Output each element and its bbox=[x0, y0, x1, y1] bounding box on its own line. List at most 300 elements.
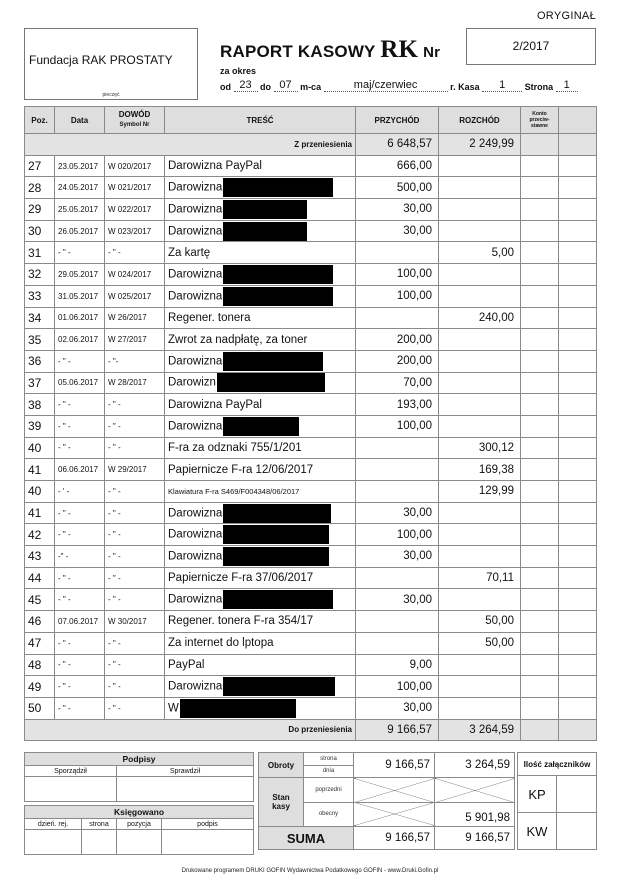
row-document: - " - bbox=[105, 654, 165, 676]
posted-position-label: pozycja bbox=[117, 819, 162, 830]
month-label: m-ca bbox=[300, 82, 322, 92]
checked-by-field[interactable] bbox=[117, 777, 254, 802]
turnover-page-label: strona bbox=[304, 753, 354, 766]
row-konto bbox=[521, 264, 559, 286]
row-przychod: 100,00 bbox=[356, 415, 439, 437]
row-przychod: 30,00 bbox=[356, 546, 439, 568]
period-row bbox=[220, 80, 596, 94]
row-description bbox=[165, 676, 356, 698]
row-poz: 47 bbox=[25, 632, 55, 654]
row-description-text: Zwrot za nadpłatę, za toner bbox=[168, 333, 308, 346]
table-row bbox=[25, 567, 597, 589]
table-row bbox=[25, 524, 597, 546]
row-description-text: Za internet do lptopa bbox=[168, 637, 274, 650]
checked-by-label: Sprawdził bbox=[117, 766, 254, 777]
row-poz: 30 bbox=[25, 220, 55, 242]
carry-out-extra bbox=[559, 719, 597, 741]
row-extra bbox=[559, 242, 597, 264]
row-przychod: 666,00 bbox=[356, 155, 439, 177]
row-przychod: 30,00 bbox=[356, 697, 439, 719]
row-konto bbox=[521, 155, 559, 177]
row-description bbox=[165, 481, 356, 503]
previous-rozchod-crossed bbox=[435, 778, 515, 803]
row-description-text: Darowizna bbox=[168, 290, 223, 303]
row-description bbox=[165, 177, 356, 199]
strona-label: Strona bbox=[524, 82, 554, 92]
turnover-przychod: 9 166,57 bbox=[354, 753, 435, 778]
row-poz: 50 bbox=[25, 697, 55, 719]
table-row bbox=[25, 611, 597, 633]
row-date: - " - bbox=[55, 697, 105, 719]
row-konto bbox=[521, 459, 559, 481]
prepared-by-field[interactable] bbox=[25, 777, 117, 802]
row-konto bbox=[521, 394, 559, 416]
row-poz: 42 bbox=[25, 524, 55, 546]
row-rozchod: 50,00 bbox=[439, 632, 521, 654]
col-rozchod: ROZCHÓD bbox=[439, 107, 521, 134]
row-przychod: 30,00 bbox=[356, 220, 439, 242]
row-document: W 023/2017 bbox=[105, 220, 165, 242]
table-row bbox=[25, 264, 597, 286]
redaction-bar bbox=[223, 200, 307, 219]
row-przychod: 30,00 bbox=[356, 199, 439, 221]
row-extra bbox=[559, 567, 597, 589]
row-date: - " - bbox=[55, 567, 105, 589]
row-przychod bbox=[356, 481, 439, 503]
row-poz: 31 bbox=[25, 242, 55, 264]
col-extra bbox=[559, 107, 597, 134]
row-konto bbox=[521, 437, 559, 459]
strona-value: 1 bbox=[556, 80, 578, 92]
row-rozchod bbox=[439, 654, 521, 676]
row-extra bbox=[559, 481, 597, 503]
carry-in-extra bbox=[559, 134, 597, 156]
row-konto bbox=[521, 632, 559, 654]
table-row bbox=[25, 415, 597, 437]
posted-page-label: strona bbox=[82, 819, 117, 830]
posted-signature-field[interactable] bbox=[162, 830, 254, 855]
row-przychod bbox=[356, 437, 439, 459]
row-document: W 30/2017 bbox=[105, 611, 165, 633]
row-rozchod bbox=[439, 697, 521, 719]
row-date: 05.06.2017 bbox=[55, 372, 105, 394]
row-konto bbox=[521, 350, 559, 372]
row-konto bbox=[521, 372, 559, 394]
row-przychod: 30,00 bbox=[356, 502, 439, 524]
row-przychod bbox=[356, 242, 439, 264]
table-row bbox=[25, 546, 597, 568]
row-description bbox=[165, 199, 356, 221]
turnover-rozchod: 3 264,59 bbox=[435, 753, 515, 778]
row-konto bbox=[521, 567, 559, 589]
row-description bbox=[165, 372, 356, 394]
row-date: 23.05.2017 bbox=[55, 155, 105, 177]
row-description bbox=[165, 546, 356, 568]
row-document: - " - bbox=[105, 546, 165, 568]
row-rozchod bbox=[439, 394, 521, 416]
row-poz: 28 bbox=[25, 177, 55, 199]
row-description-text: Darowizna bbox=[168, 355, 223, 368]
row-document: W 022/2017 bbox=[105, 199, 165, 221]
redaction-bar bbox=[223, 352, 323, 371]
col-konto bbox=[521, 107, 559, 134]
row-description bbox=[165, 502, 356, 524]
row-document: - " - bbox=[105, 502, 165, 524]
col-dowod-sub: Symbol Nr bbox=[119, 122, 150, 128]
row-konto bbox=[521, 242, 559, 264]
row-description-text: Darowizna bbox=[168, 420, 223, 433]
table-row bbox=[25, 307, 597, 329]
row-extra bbox=[559, 199, 597, 221]
row-date: - " - bbox=[55, 502, 105, 524]
row-poz: 40 bbox=[25, 481, 55, 503]
original-label: ORYGINAŁ bbox=[536, 10, 596, 22]
row-rozchod: 50,00 bbox=[439, 611, 521, 633]
row-extra bbox=[559, 155, 597, 177]
row-document: - "- bbox=[105, 350, 165, 372]
row-description-text: Darowizna bbox=[168, 593, 223, 606]
row-przychod bbox=[356, 307, 439, 329]
summary-table bbox=[258, 752, 515, 850]
row-rozchod bbox=[439, 502, 521, 524]
sum-przychod: 9 166,57 bbox=[354, 827, 435, 850]
carry-out-konto bbox=[521, 719, 559, 741]
carry-in-row bbox=[25, 134, 597, 156]
row-przychod: 9,00 bbox=[356, 654, 439, 676]
table-row bbox=[25, 350, 597, 372]
row-description bbox=[165, 632, 356, 654]
row-date: 31.05.2017 bbox=[55, 285, 105, 307]
prepared-by-label: Sporządził bbox=[25, 766, 117, 777]
kw-count[interactable] bbox=[557, 813, 597, 850]
row-extra bbox=[559, 437, 597, 459]
od-label: od bbox=[220, 82, 231, 92]
row-description-text: Darowizna bbox=[168, 528, 223, 541]
row-przychod bbox=[356, 632, 439, 654]
row-description bbox=[165, 307, 356, 329]
row-poz: 40 bbox=[25, 437, 55, 459]
row-date: 07.06.2017 bbox=[55, 611, 105, 633]
row-rozchod bbox=[439, 155, 521, 177]
row-description-text: F-ra za odznaki 755/1/201 bbox=[168, 441, 302, 454]
table-row bbox=[25, 437, 597, 459]
row-rozchod bbox=[439, 524, 521, 546]
row-description-text: Papiernicze F-ra 37/06/2017 bbox=[168, 572, 314, 585]
row-poz: 41 bbox=[25, 459, 55, 481]
row-extra bbox=[559, 589, 597, 611]
row-date: -" - bbox=[55, 546, 105, 568]
kp-count[interactable] bbox=[557, 776, 597, 813]
row-description-text: Darowizna PayPal bbox=[168, 398, 262, 411]
row-description bbox=[165, 350, 356, 372]
redaction-bar bbox=[223, 178, 333, 197]
row-description-text: Regener. tonera bbox=[168, 311, 251, 324]
row-document: W 26/2017 bbox=[105, 307, 165, 329]
row-document: - " - bbox=[105, 524, 165, 546]
turnover-day-label: dnia bbox=[304, 765, 354, 778]
row-rozchod: 300,12 bbox=[439, 437, 521, 459]
row-przychod: 100,00 bbox=[356, 676, 439, 698]
row-konto bbox=[521, 546, 559, 568]
table-header bbox=[25, 107, 597, 134]
row-rozchod bbox=[439, 546, 521, 568]
current-przychod-crossed bbox=[354, 802, 435, 827]
row-extra bbox=[559, 546, 597, 568]
row-poz: 35 bbox=[25, 329, 55, 351]
row-extra bbox=[559, 394, 597, 416]
col-przychod: PRZYCHÓD bbox=[356, 107, 439, 134]
row-description bbox=[165, 437, 356, 459]
row-rozchod: 129,99 bbox=[439, 481, 521, 503]
row-extra bbox=[559, 329, 597, 351]
row-description-text: Darowizna bbox=[168, 203, 223, 216]
row-poz: 27 bbox=[25, 155, 55, 177]
row-extra bbox=[559, 524, 597, 546]
row-document: - " - bbox=[105, 589, 165, 611]
col-dowod-label: DOWÓD bbox=[118, 110, 151, 119]
row-konto bbox=[521, 285, 559, 307]
row-konto bbox=[521, 524, 559, 546]
row-date: - " - bbox=[55, 589, 105, 611]
row-date: - " - bbox=[55, 350, 105, 372]
row-description bbox=[165, 567, 356, 589]
row-date: - " - bbox=[55, 524, 105, 546]
do-value: 07 bbox=[274, 80, 298, 92]
row-date: - " - bbox=[55, 654, 105, 676]
table-row bbox=[25, 372, 597, 394]
attachments-table bbox=[517, 752, 597, 850]
redaction-bar bbox=[223, 525, 329, 544]
row-date: 24.05.2017 bbox=[55, 177, 105, 199]
row-rozchod bbox=[439, 372, 521, 394]
row-document: - " - bbox=[105, 632, 165, 654]
row-description-text: PayPal bbox=[168, 658, 205, 671]
cash-balance-label: Stan kasy bbox=[259, 778, 304, 827]
table-row bbox=[25, 199, 597, 221]
row-document: - " - bbox=[105, 567, 165, 589]
row-extra bbox=[559, 264, 597, 286]
row-rozchod bbox=[439, 220, 521, 242]
row-document: - " - bbox=[105, 394, 165, 416]
row-description bbox=[165, 459, 356, 481]
current-label: obecny bbox=[304, 802, 354, 827]
row-document: W 021/2017 bbox=[105, 177, 165, 199]
do-label: do bbox=[260, 82, 272, 92]
row-date: - ' - bbox=[55, 481, 105, 503]
posted-date-field[interactable] bbox=[25, 830, 82, 855]
row-extra bbox=[559, 415, 597, 437]
row-date: 01.06.2017 bbox=[55, 307, 105, 329]
row-konto bbox=[521, 481, 559, 503]
row-przychod: 30,00 bbox=[356, 589, 439, 611]
report-number: 2/2017 bbox=[466, 28, 596, 65]
redaction-bar bbox=[223, 547, 329, 566]
row-poz: 46 bbox=[25, 611, 55, 633]
table-row bbox=[25, 220, 597, 242]
row-poz: 33 bbox=[25, 285, 55, 307]
table-row bbox=[25, 155, 597, 177]
kp-label: KP bbox=[518, 776, 557, 813]
row-description-text: Darowizna bbox=[168, 181, 223, 194]
row-przychod: 100,00 bbox=[356, 285, 439, 307]
row-konto bbox=[521, 676, 559, 698]
row-rozchod bbox=[439, 676, 521, 698]
row-date: - " - bbox=[55, 415, 105, 437]
carry-out-rozchod: 3 264,59 bbox=[439, 719, 521, 741]
redaction-bar bbox=[223, 504, 331, 523]
table-row bbox=[25, 177, 597, 199]
row-extra bbox=[559, 285, 597, 307]
redaction-bar bbox=[217, 373, 325, 392]
row-konto bbox=[521, 415, 559, 437]
row-rozchod bbox=[439, 199, 521, 221]
row-document: - " - bbox=[105, 697, 165, 719]
row-description bbox=[165, 589, 356, 611]
table-row bbox=[25, 654, 597, 676]
row-date: - " - bbox=[55, 242, 105, 264]
redaction-bar bbox=[223, 287, 333, 306]
kasa-label: r. Kasa bbox=[450, 82, 480, 92]
row-rozchod: 240,00 bbox=[439, 307, 521, 329]
row-poz: 34 bbox=[25, 307, 55, 329]
row-konto bbox=[521, 220, 559, 242]
row-extra bbox=[559, 611, 597, 633]
row-przychod: 193,00 bbox=[356, 394, 439, 416]
table-row bbox=[25, 329, 597, 351]
row-description bbox=[165, 415, 356, 437]
table-row bbox=[25, 481, 597, 503]
row-date: 29.05.2017 bbox=[55, 264, 105, 286]
col-konto-1: Konto bbox=[532, 111, 547, 117]
row-document: W 020/2017 bbox=[105, 155, 165, 177]
row-description bbox=[165, 394, 356, 416]
row-poz: 39 bbox=[25, 415, 55, 437]
row-poz: 36 bbox=[25, 350, 55, 372]
row-date: - " - bbox=[55, 676, 105, 698]
redaction-bar bbox=[223, 677, 335, 696]
row-przychod: 70,00 bbox=[356, 372, 439, 394]
row-poz: 49 bbox=[25, 676, 55, 698]
table-row bbox=[25, 285, 597, 307]
row-description-text: Darowizna bbox=[168, 225, 223, 238]
row-description-text: Klawiatura F-ra S469/F004348/06/2017 bbox=[168, 486, 300, 496]
row-konto bbox=[521, 611, 559, 633]
previous-label: poprzedni bbox=[304, 778, 354, 803]
row-rozchod bbox=[439, 285, 521, 307]
redaction-bar bbox=[223, 222, 307, 241]
row-konto bbox=[521, 329, 559, 351]
row-rozchod bbox=[439, 329, 521, 351]
col-data: Data bbox=[55, 107, 105, 134]
kw-label: KW bbox=[518, 813, 557, 850]
table-row bbox=[25, 676, 597, 698]
row-document: W 024/2017 bbox=[105, 264, 165, 286]
organization-stamp-box bbox=[24, 28, 198, 100]
row-konto bbox=[521, 177, 559, 199]
posted-page-field[interactable] bbox=[82, 830, 117, 855]
row-poz: 41 bbox=[25, 502, 55, 524]
table-row bbox=[25, 697, 597, 719]
row-rozchod: 70,11 bbox=[439, 567, 521, 589]
row-konto bbox=[521, 697, 559, 719]
row-poz: 37 bbox=[25, 372, 55, 394]
carry-out-przychod: 9 166,57 bbox=[356, 719, 439, 741]
row-extra bbox=[559, 632, 597, 654]
row-document: W 025/2017 bbox=[105, 285, 165, 307]
row-date: - " - bbox=[55, 394, 105, 416]
redaction-bar bbox=[223, 590, 333, 609]
row-przychod: 500,00 bbox=[356, 177, 439, 199]
row-poz: 38 bbox=[25, 394, 55, 416]
carry-in-label: Z przeniesienia bbox=[25, 134, 356, 156]
row-description-text: Za kartę bbox=[168, 246, 211, 259]
turnover-label: Obroty bbox=[259, 753, 304, 778]
row-extra bbox=[559, 676, 597, 698]
row-przychod: 200,00 bbox=[356, 329, 439, 351]
row-przychod: 100,00 bbox=[356, 264, 439, 286]
row-description bbox=[165, 264, 356, 286]
report-title-rk: RK bbox=[380, 36, 419, 63]
row-description-text: Darowizn bbox=[168, 376, 216, 389]
row-document: - " - bbox=[105, 437, 165, 459]
table-row bbox=[25, 589, 597, 611]
table-row bbox=[25, 394, 597, 416]
signatures-table bbox=[24, 752, 254, 855]
row-poz: 48 bbox=[25, 654, 55, 676]
row-przychod bbox=[356, 459, 439, 481]
col-poz: Poz. bbox=[25, 107, 55, 134]
row-description-text: Darowizna bbox=[168, 680, 223, 693]
row-extra bbox=[559, 177, 597, 199]
row-przychod: 200,00 bbox=[356, 350, 439, 372]
row-description bbox=[165, 611, 356, 633]
row-extra bbox=[559, 220, 597, 242]
table-row bbox=[25, 502, 597, 524]
row-document: - " - bbox=[105, 481, 165, 503]
table-row bbox=[25, 242, 597, 264]
redaction-bar bbox=[180, 699, 296, 718]
row-konto bbox=[521, 502, 559, 524]
row-rozchod bbox=[439, 177, 521, 199]
row-description bbox=[165, 329, 356, 351]
col-konto-2: przeciw- bbox=[529, 117, 550, 123]
carry-out-label: Do przeniesienia bbox=[25, 719, 356, 741]
row-rozchod bbox=[439, 264, 521, 286]
row-description bbox=[165, 285, 356, 307]
row-document: - " - bbox=[105, 676, 165, 698]
row-description-text: Regener. tonera F-ra 354/17 bbox=[168, 615, 314, 628]
sum-rozchod: 9 166,57 bbox=[435, 827, 515, 850]
col-dowod bbox=[105, 107, 165, 134]
report-title-nr: Nr bbox=[423, 44, 441, 61]
row-description bbox=[165, 242, 356, 264]
row-przychod bbox=[356, 567, 439, 589]
carry-in-przychod: 6 648,57 bbox=[356, 134, 439, 156]
row-rozchod: 169,38 bbox=[439, 459, 521, 481]
carry-out-row bbox=[25, 719, 597, 741]
row-description-text: Darowizna PayPal bbox=[168, 160, 262, 173]
row-przychod bbox=[356, 611, 439, 633]
row-poz: 44 bbox=[25, 567, 55, 589]
row-konto bbox=[521, 654, 559, 676]
carry-in-konto bbox=[521, 134, 559, 156]
posted-position-field[interactable] bbox=[117, 830, 162, 855]
row-description-text: Darowizna bbox=[168, 507, 223, 520]
row-description bbox=[165, 524, 356, 546]
col-tresc: TREŚĆ bbox=[165, 107, 356, 134]
row-description bbox=[165, 654, 356, 676]
attachments-label: Ilość załączników bbox=[518, 753, 597, 776]
